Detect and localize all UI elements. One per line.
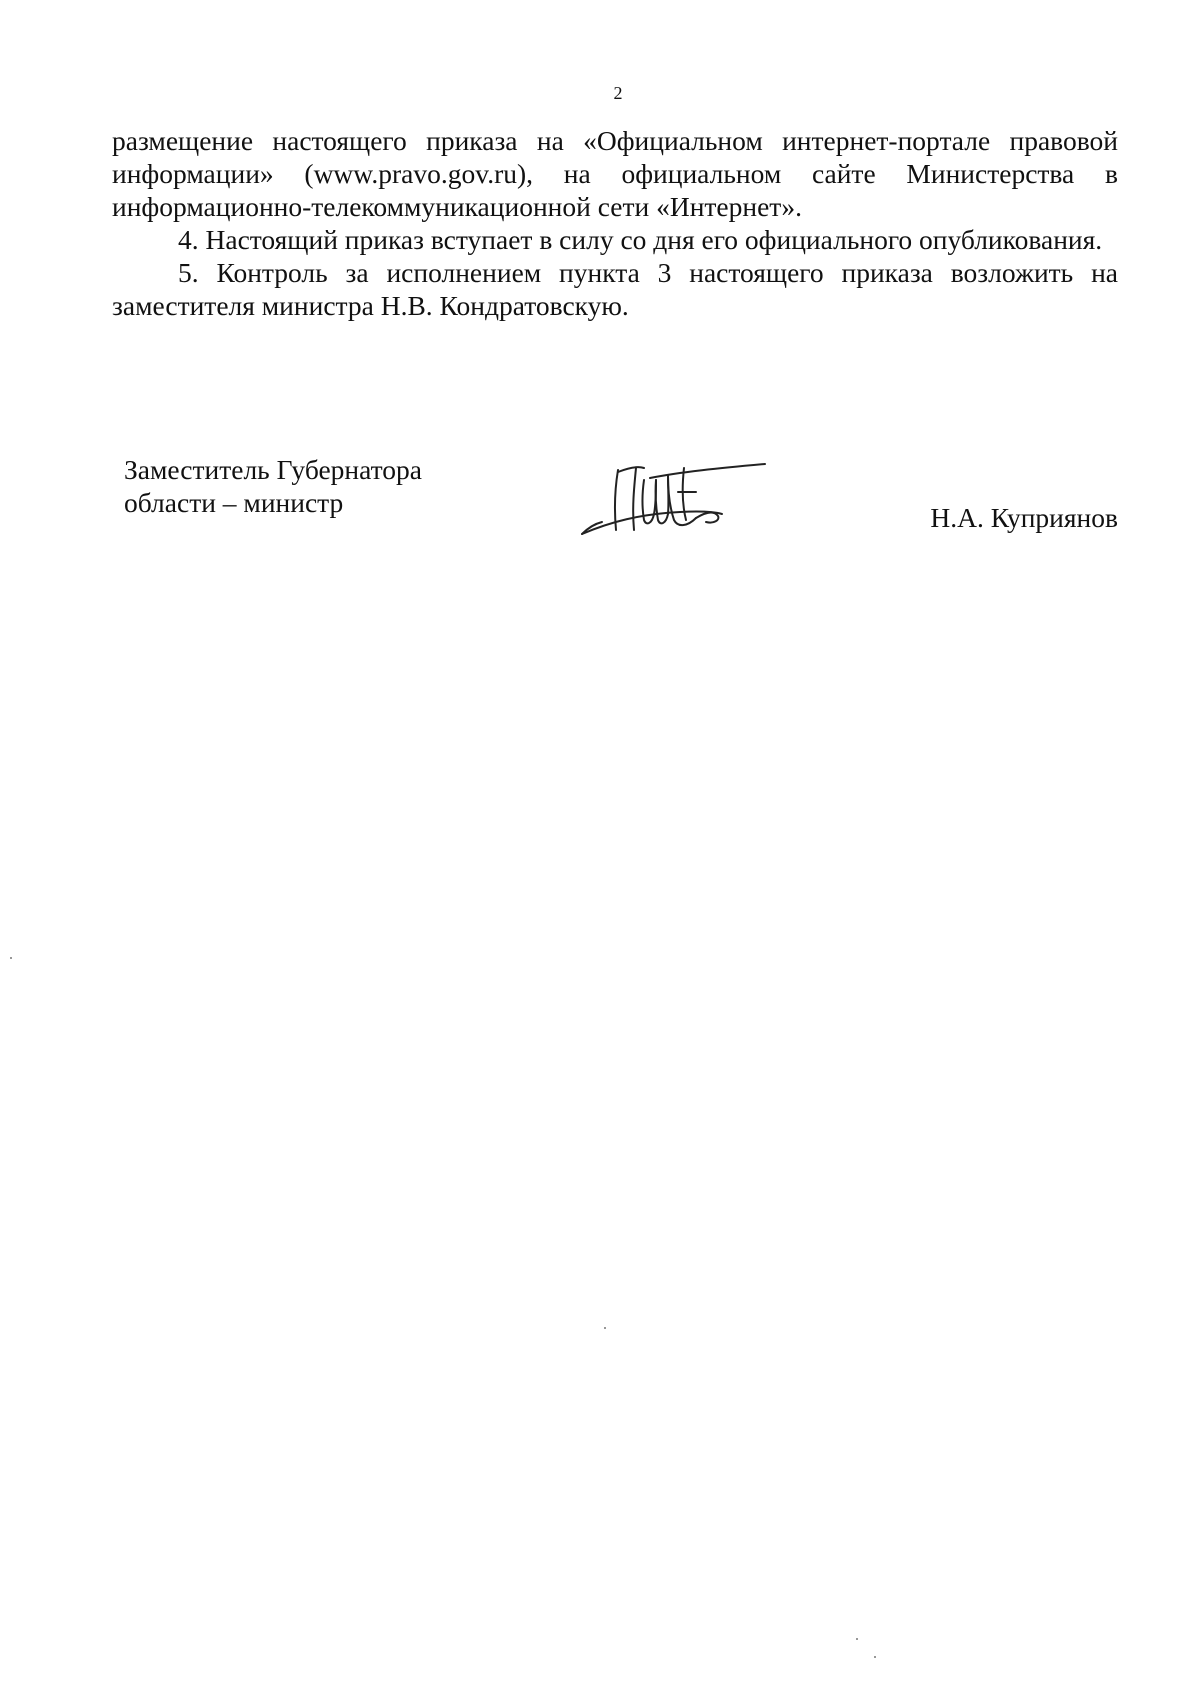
signer-title [124,453,422,519]
scan-speck [856,1638,858,1640]
handwritten-signature-icon [580,458,770,538]
signer-title-line-1: Заместитель Губернатора [124,454,422,485]
paragraph-continuation: размещение настоящего приказа на «Официальном интернет-портале правовой информации» (www.pravo.gov.ru), на официальном сайте Министерства в информационно-телекоммуникационной сети «Интернет». [112,125,1118,222]
signature-block [0,0,1200,600]
scan-speck [10,957,12,959]
signer-name: Н.А. Куприянов [930,502,1118,533]
page-number: 2 [613,83,623,103]
paragraph-item-4: 4. Настоящий приказ вступает в силу со дня его официального опубликования. [178,224,1103,255]
signer-title-line-2: области – министр [124,487,344,518]
paragraph-item-5: 5. Контроль за исполнением пункта 3 настоящего приказа возложить на заместителя министра Н.В. Кондратовскую. [112,257,1118,321]
scan-speck [604,1327,606,1329]
scan-speck [874,1656,876,1658]
